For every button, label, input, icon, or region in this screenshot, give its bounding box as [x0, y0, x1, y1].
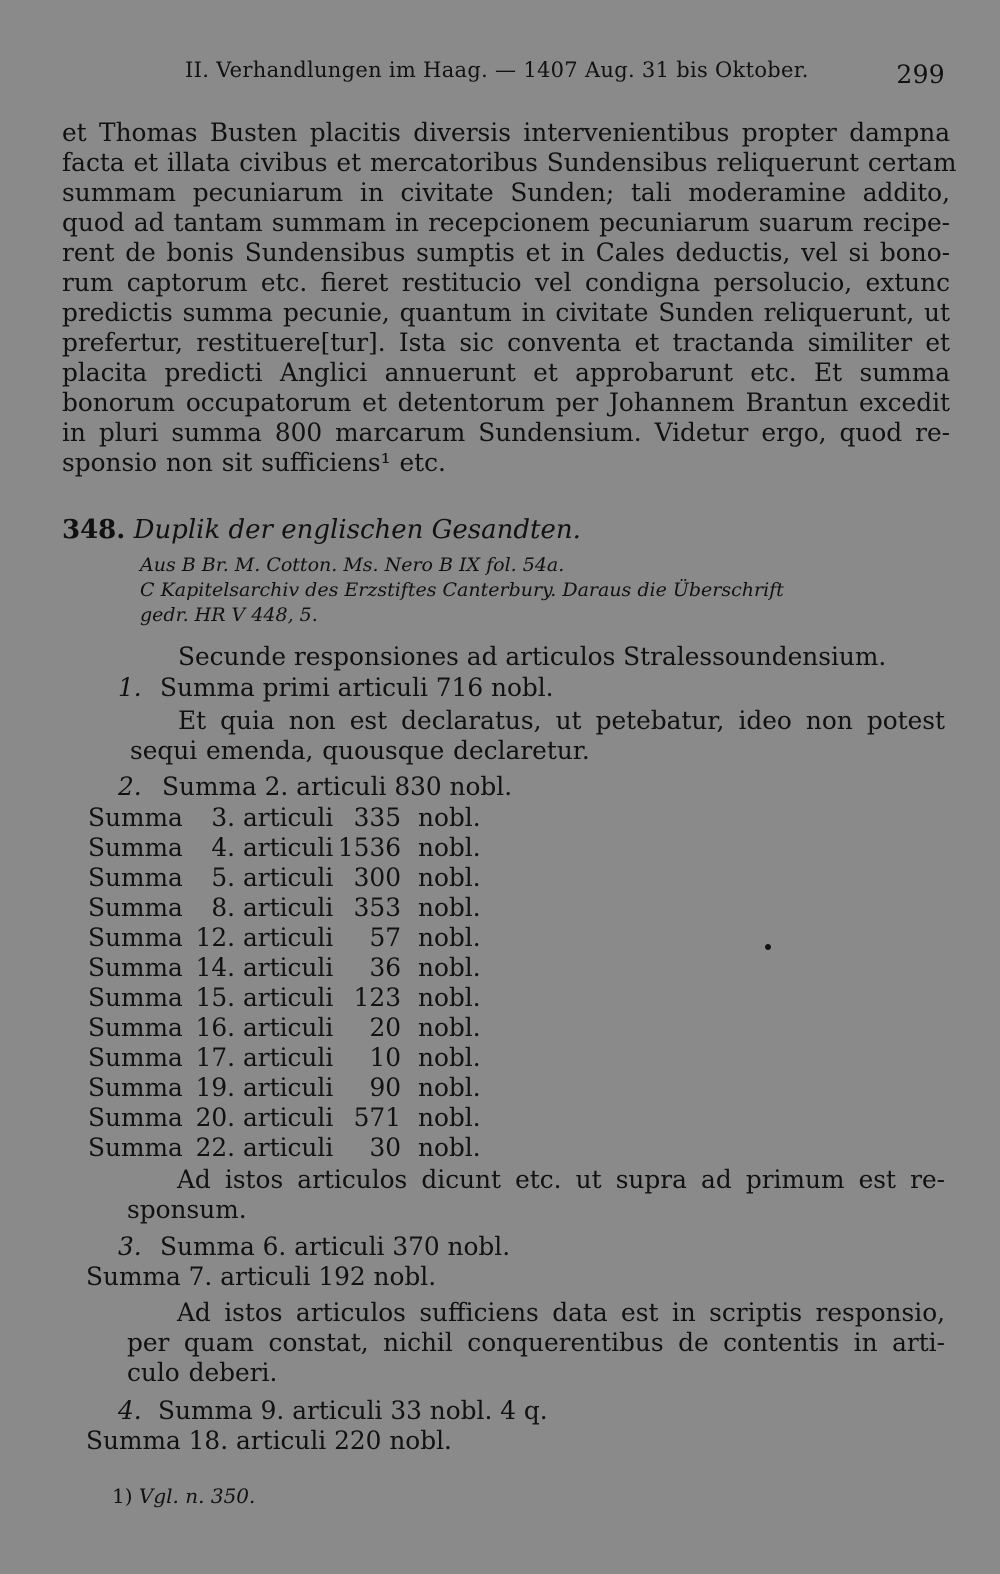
- summa-row: [88, 1073, 508, 1103]
- article-word: articuli: [243, 923, 334, 952]
- summa-row: [88, 1043, 508, 1073]
- reply-paragraph: [127, 1165, 945, 1225]
- text-line: prefertur, restituere[tur]. Ista sic conventa et tractanda similiter et: [62, 328, 950, 357]
- article-word: articuli: [243, 833, 334, 862]
- summa-row: [88, 803, 508, 833]
- amount-unit: nobl.: [418, 863, 481, 892]
- amount-value: 1536: [337, 833, 401, 862]
- text-line: quod ad tantam summam in recepcionem pecuniarum suarum recipe-: [62, 208, 950, 237]
- article-word: articuli: [243, 1043, 334, 1072]
- summa-label: Summa: [88, 833, 183, 862]
- text-line: per quam constat, nichil conquerentibus de contentis in arti-: [127, 1328, 945, 1357]
- item-number: 4.: [118, 1396, 142, 1425]
- summa-label: Summa: [88, 953, 183, 982]
- text-line: placita predicti Anglici annuerunt et approbarunt etc. Et summa: [62, 358, 950, 387]
- article-word: articuli: [243, 1013, 334, 1042]
- amount-unit: nobl.: [418, 923, 481, 952]
- amount-unit: nobl.: [418, 1043, 481, 1072]
- text-line: in pluri summa 800 marcarum Sundensium. Videtur ergo, quod re-: [62, 418, 950, 447]
- source-line: gedr. HR V 448, 5.: [140, 604, 318, 626]
- amount-unit: nobl.: [418, 1013, 481, 1042]
- summa-label: Summa: [88, 1043, 183, 1072]
- item-text: Summa 6. articuli 370 nobl.: [160, 1232, 511, 1261]
- section-heading: [62, 515, 581, 545]
- summa-row: [88, 893, 508, 923]
- summa-label: Summa: [88, 863, 183, 892]
- text-line: sponsio non sit sufficiens¹ etc.: [62, 448, 446, 477]
- amount-unit: nobl.: [418, 1073, 481, 1102]
- amount-value: 10: [369, 1043, 401, 1072]
- article-word: articuli: [243, 863, 334, 892]
- summa-row: [88, 1103, 508, 1133]
- amount-unit: nobl.: [418, 953, 481, 982]
- article-word: articuli: [243, 953, 334, 982]
- summa-label: Summa: [88, 803, 183, 832]
- item-text: Summa 9. articuli 33 nobl. 4 q.: [158, 1396, 548, 1425]
- summa-label: Summa: [88, 1103, 183, 1132]
- summa-row: [88, 1013, 508, 1043]
- article-number: 3.: [211, 803, 235, 832]
- summa-label: Summa: [88, 923, 183, 952]
- text-line: Ad istos articulos sufficiens data est in scriptis responsio,: [177, 1298, 945, 1327]
- item-text: Summa 2. articuli 830 nobl.: [162, 772, 513, 801]
- summa-row: [88, 863, 508, 893]
- article-number: 20.: [195, 1103, 235, 1132]
- page-number: 299: [896, 60, 945, 89]
- article-word: articuli: [243, 1073, 334, 1102]
- summa-label: Summa: [88, 1133, 183, 1162]
- amount-value: 123: [353, 983, 401, 1012]
- reply-paragraph: [127, 1298, 945, 1388]
- text-line: bonorum occupatorum et detentorum per Johannem Brantun excedit: [62, 388, 950, 417]
- article-number: 8.: [211, 893, 235, 922]
- text-line: sequi emenda, quousque declaretur.: [130, 736, 590, 765]
- text-line: rent de bonis Sundensibus sumptis et in Cales deductis, vel si bono-: [62, 238, 950, 267]
- footnote-text: Vgl. n. 350.: [138, 1484, 256, 1508]
- amount-value: 30: [369, 1133, 401, 1162]
- article-word: articuli: [243, 1103, 334, 1132]
- article-word: articuli: [243, 983, 334, 1012]
- amount-unit: nobl.: [418, 983, 481, 1012]
- article-number: 5.: [211, 863, 235, 892]
- article-number: 16.: [195, 1013, 235, 1042]
- summa-label: Summa: [88, 983, 183, 1012]
- text-line: summam pecuniarum in civitate Sunden; tali moderamine addito,: [62, 178, 950, 207]
- running-title: II. Verhandlungen im Haag. — 1407 Aug. 31 bis Oktober.: [185, 58, 809, 82]
- section-number: 348.: [62, 515, 126, 545]
- summa-row: [88, 923, 508, 953]
- article-word: articuli: [243, 1133, 334, 1162]
- amount-unit: nobl.: [418, 893, 481, 922]
- opening-line: Secunde responsiones ad articulos Stralessoundensium.: [178, 642, 887, 671]
- footnote: [112, 1484, 255, 1508]
- footnote-marker: 1): [112, 1484, 133, 1508]
- amount-value: 353: [353, 893, 401, 922]
- text-line: sponsum.: [127, 1195, 247, 1224]
- amount-value: 300: [353, 863, 401, 892]
- reply-paragraph: [130, 706, 945, 766]
- summa-row: [88, 833, 508, 863]
- amount-unit: nobl.: [418, 1103, 481, 1132]
- article-number: 4.: [211, 833, 235, 862]
- item-number: 3.: [118, 1232, 142, 1261]
- running-head: [185, 58, 945, 89]
- summa-row: [88, 953, 508, 983]
- article-number: 19.: [195, 1073, 235, 1102]
- text-line: predictis summa pecunie, quantum in civitate Sunden reliquerunt, ut: [62, 298, 950, 327]
- amount-value: 90: [369, 1073, 401, 1102]
- amount-unit: nobl.: [418, 803, 481, 832]
- article-number: 14.: [195, 953, 235, 982]
- text-line: et Thomas Busten placitis diversis intervenientibus propter dampna: [62, 118, 950, 147]
- amount-unit: nobl.: [418, 1133, 481, 1162]
- summa-label: Summa: [88, 1073, 183, 1102]
- article-number: 17.: [195, 1043, 235, 1072]
- article-number: 12.: [195, 923, 235, 952]
- section-title: Duplik der englischen Gesandten.: [133, 515, 581, 545]
- ink-speck: [765, 944, 771, 950]
- article-number: 22.: [195, 1133, 235, 1162]
- article-word: articuli: [243, 893, 334, 922]
- amount-value: 335: [353, 803, 401, 832]
- item-text: Summa 18. articuli 220 nobl.: [86, 1426, 452, 1455]
- summa-row: [88, 983, 508, 1013]
- intro-paragraph: [62, 118, 957, 478]
- amount-value: 36: [369, 953, 401, 982]
- item-number: 2.: [118, 772, 142, 801]
- source-line: Aus B Br. M. Cotton. Ms. Nero B IX fol. 54a.: [140, 554, 565, 576]
- amount-value: 571: [353, 1103, 401, 1132]
- article-word: articuli: [243, 803, 334, 832]
- amount-unit: nobl.: [418, 833, 481, 862]
- item-number: 1.: [118, 673, 142, 702]
- text-line: facta et illata civibus et mercatoribus Sundensibus reliquerunt certam: [62, 148, 957, 177]
- summa-row: [88, 1133, 508, 1163]
- summa-label: Summa: [88, 1013, 183, 1042]
- item-text: Summa primi articuli 716 nobl.: [160, 673, 554, 702]
- item-text: Summa 7. articuli 192 nobl.: [86, 1262, 437, 1291]
- source-line: C Kapitelsarchiv des Erzstiftes Canterbury. Daraus die Überschrift: [140, 579, 784, 601]
- text-line: culo deberi.: [127, 1358, 278, 1387]
- amount-value: 57: [369, 923, 401, 952]
- article-number: 15.: [195, 983, 235, 1012]
- text-line: Et quia non est declaratus, ut petebatur, ideo non potest: [178, 706, 945, 735]
- amount-value: 20: [369, 1013, 401, 1042]
- text-line: rum captorum etc. fieret restitucio vel condigna persolucio, extunc: [62, 268, 950, 297]
- text-line: Ad istos articulos dicunt etc. ut supra ad primum est re-: [177, 1165, 945, 1194]
- summa-label: Summa: [88, 893, 183, 922]
